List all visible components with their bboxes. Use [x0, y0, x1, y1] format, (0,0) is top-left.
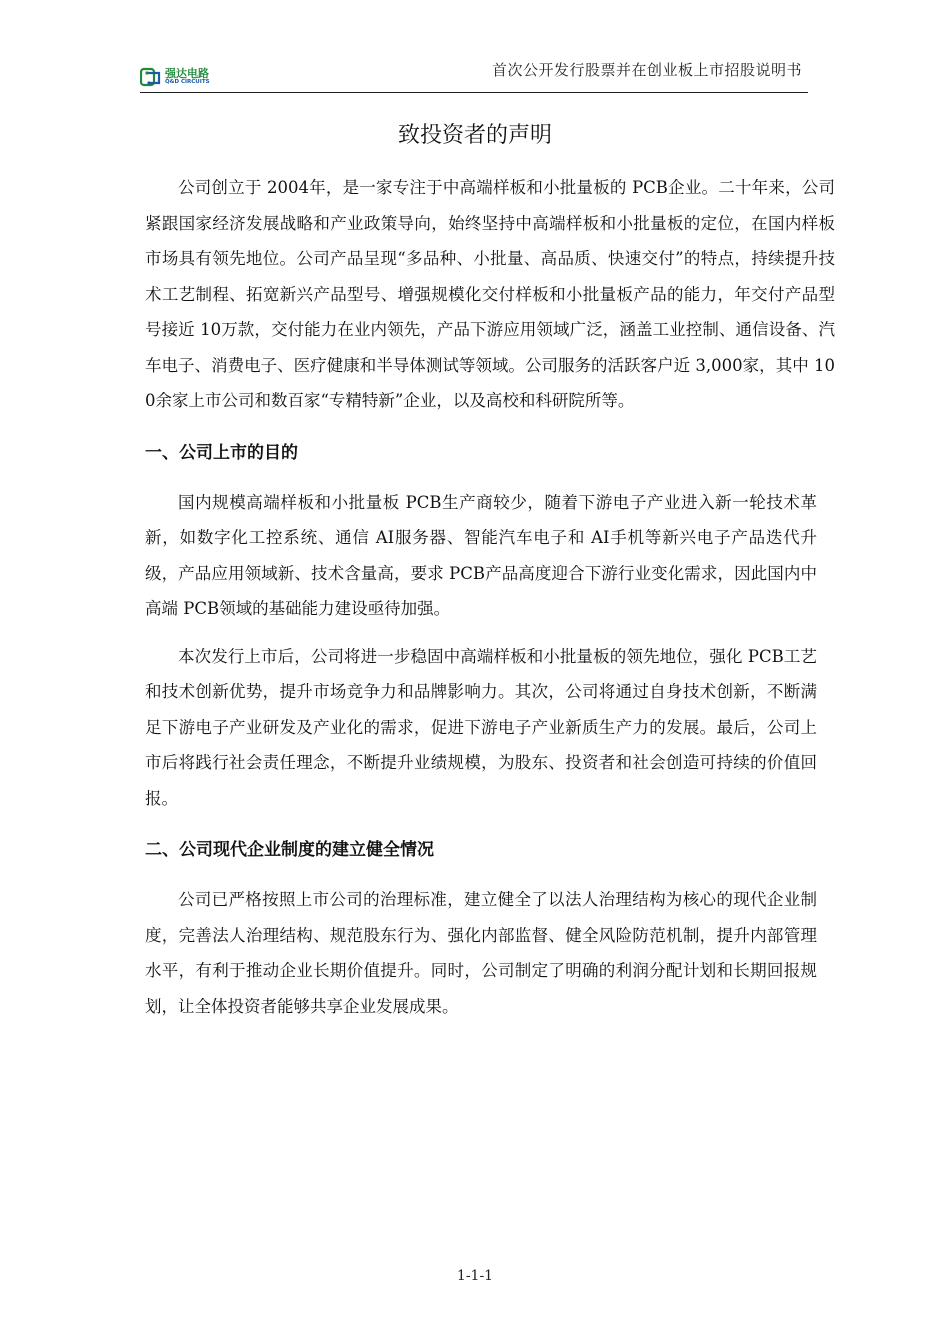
- company-logo: [140, 64, 210, 90]
- circuit-logo-icon: [140, 66, 162, 88]
- intro-paragraph: 公司创立于 2004年，是一家专注于中高端样板和小批量板的 PCB企业。二十年来，公司紧跟国家经济发展战略和产业政策导向，始终坚持中高端样板和小批量板的定位，在国内样板市场具有领先地位。公司产品呈现“多品种、小批量、高品质、快速交付”的特点，持续提升技术工艺制程、拓宽新兴产品型号、增强规模化交付样板和小批量板产品的能力，年交付产品型号接近 10万款，交付能力在业内领先，产品下游应用领域广泛，涵盖工业控制、通信设备、汽车电子、消费电子、医疗健康和半导体测试等领域。公司服务的活跃客户近 3,000家，其中 100余家上市公司和数百家“专精特新”企业，以及高校和科研院所等。: [145, 178, 835, 410]
- page-title: 致投资者的声明: [397, 123, 552, 148]
- logo-chinese-name: 强达电路: [165, 67, 209, 81]
- page-header: [140, 54, 808, 93]
- logo-english-name: Q&D CIRCUITS: [165, 79, 210, 86]
- section-paragraph: 公司已严格按照上市公司的治理标准，建立健全了以法人治理结构为核心的现代企业制度，完善法人治理结构、规范股东行为、强化内部监督、健全风险防范机制，提升内部管理水平，有利于推动企业长期价值提升。同时，公司制定了明确的利润分配计划和长期回报规划，让全体投资者能够共享企业发展成果。: [145, 890, 817, 1016]
- logo-text: [165, 68, 210, 86]
- document-title: 首次公开发行股票并在创业板上市招股说明书: [491, 61, 802, 79]
- section-heading-listing-purpose: 一、公司上市的目的: [145, 442, 298, 463]
- document-body: [145, 170, 835, 1024]
- section-paragraph: 本次发行上市后，公司将进一步稳固中高端样板和小批量板的领先地位，强化 PCB工艺和技术创新优势，提升市场竞争力和品牌影响力。其次，公司将通过自身技术创新，不断满足下游电子产业研发及产业化的需求，促进下游电子产业新质生产力的发展。最后，公司上市后将践行社会责任理念，不断提升业绩规模，为股东、投资者和社会创造可持续的价值回报。: [145, 646, 817, 808]
- section-paragraph: 国内规模高端样板和小批量板 PCB生产商较少，随着下游电子产业进入新一轮技术革新，如数字化工控系统、通信 AI服务器、智能汽车电子和 AI手机等新兴电子产品迭代升级，产品应用领域新、技术含量高，要求 PCB产品高度迎合下游行业变化需求，因此国内中高端 PCB领域的基础能力建设亟待加强。: [145, 492, 817, 618]
- page-number: 1-1-1: [456, 1268, 494, 1284]
- section-heading-corporate-governance: 二、公司现代企业制度的建立健全情况: [145, 840, 434, 860]
